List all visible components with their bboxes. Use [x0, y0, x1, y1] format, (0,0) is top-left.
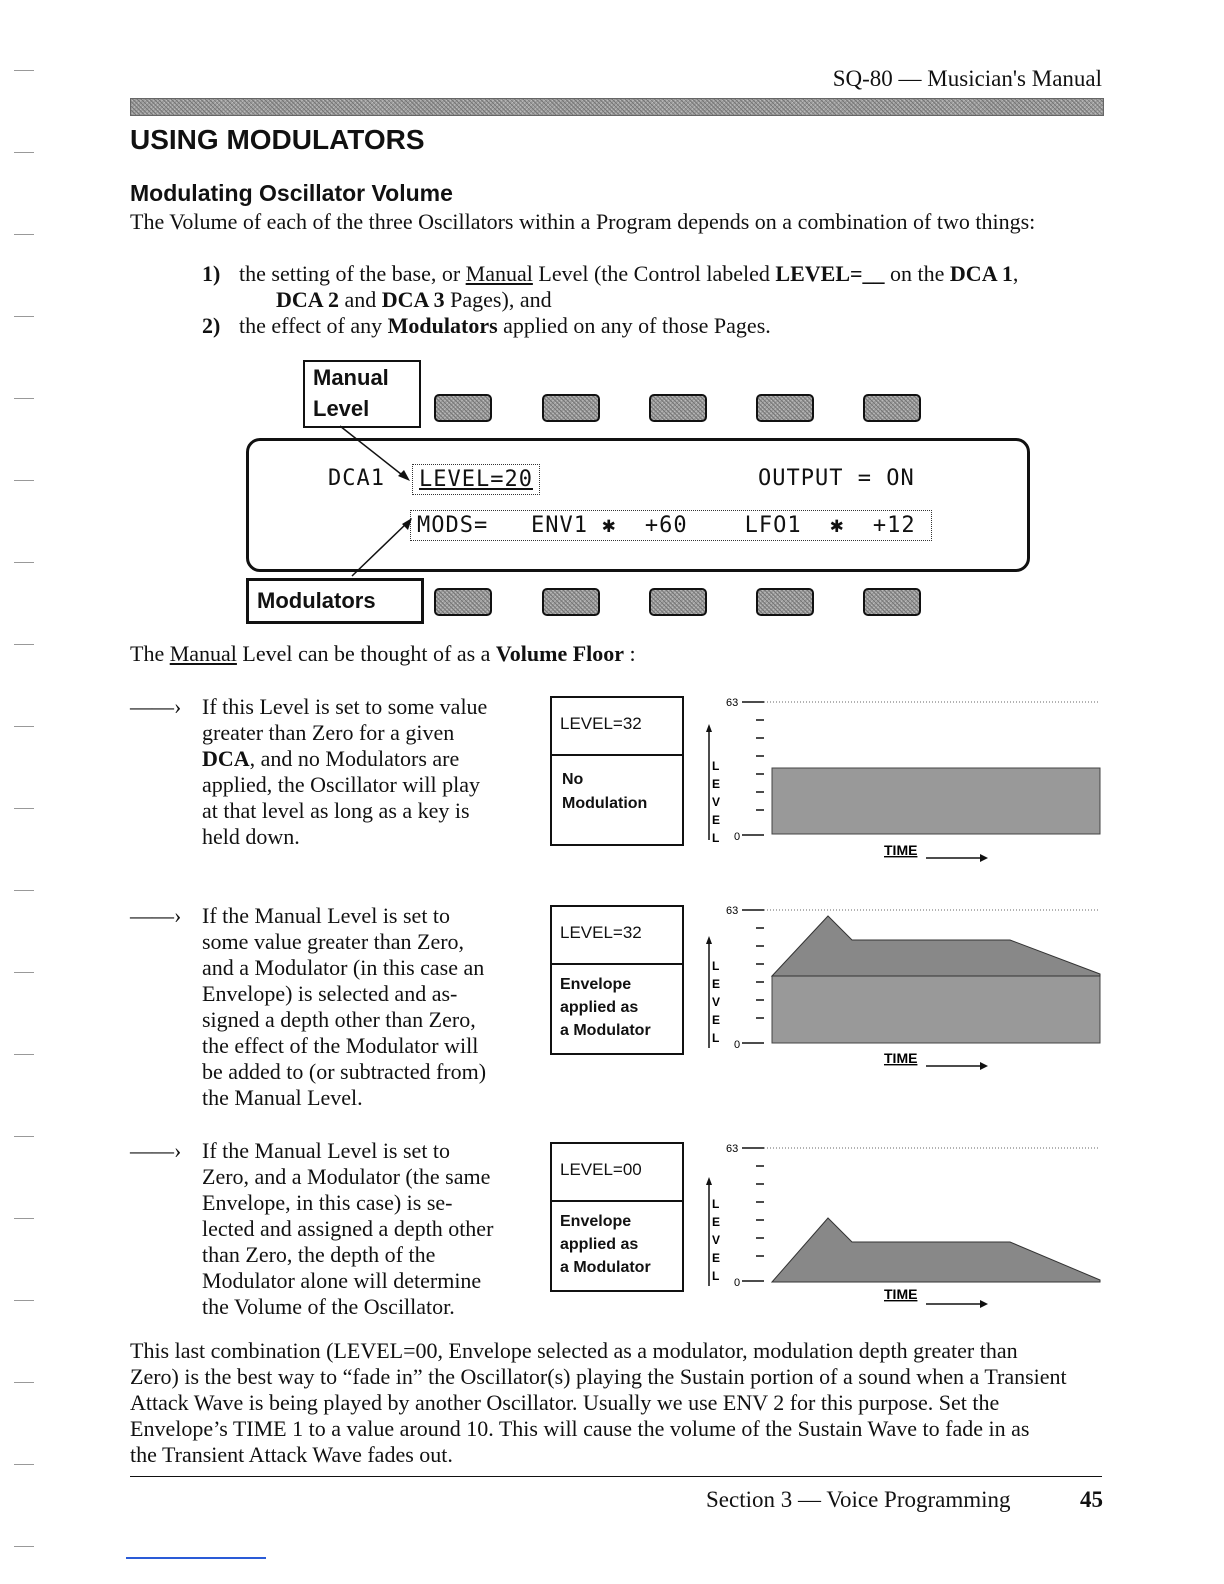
case-1-text: If this Level is set to some value greater than Zero for a given DCA, and no Modulators are applied, the Oscillator will play at that level as long as a key is held down.: [202, 694, 488, 849]
soft-button-bottom-1[interactable]: [434, 588, 492, 616]
intro-paragraph: The Volume of each of the three Oscillators within a Program depends on a combination of two things:: [130, 209, 1036, 234]
arrow-bullet: ——›: [130, 903, 182, 928]
case-3-level-box: LEVEL=00 Envelope applied as a Modulator: [550, 1142, 684, 1292]
lcd-mods-field: MODS= ENV1 ✱ +60 LFO1 ✱ +12: [410, 510, 932, 541]
section-title: USING MODULATORS: [130, 124, 425, 155]
case-1-envelope-graph: [700, 690, 1105, 870]
case-1-level-box: LEVEL=32 No Modulation: [550, 696, 684, 846]
svg-text:L E V E: L E V E L: [712, 1197, 721, 1283]
svg-text:TIME: TIME: [884, 1050, 918, 1066]
case-2-text: If the Manual Level is set to some value greater than Zero, and a Modulator (in this case an Envelope) is selected and as- signed a depth other than Zero, the effect of the Modulator will be added to (or subtracted from) the Manual Level.: [202, 903, 487, 1110]
arrow-bullet: ——›: [130, 694, 182, 719]
footer-rule: [130, 1476, 1102, 1477]
decorative-blue-line: [126, 1557, 266, 1559]
closing-paragraph: This last combination (LEVEL=00, Envelope selected as a modulator, modulation depth greater than Zero) is the best way to “fade in” the Oscillator(s) playing the Sustain portion of a sound when a Transient Attack Wave is being played by another Oscillator. Usually we use ENV 2 for this purpose. Set the Envelope’s TIME 1 to a value around 10. This will cause the volume of the Sustain Wave to fade in as the Transient Attack Wave fades out.: [130, 1338, 1067, 1467]
running-header: SQ-80 — Musician's Manual: [832, 66, 1102, 91]
svg-text:63: 63: [726, 1143, 739, 1155]
callout-arrows: [0, 0, 1224, 640]
svg-text:0: 0: [734, 1039, 741, 1051]
svg-text:0: 0: [734, 1277, 741, 1289]
subsection-title: Modulating Oscillator Volume: [130, 180, 453, 206]
lcd-level-field: LEVEL=20: [412, 464, 540, 495]
axis-zero-label: 0: [734, 831, 741, 843]
arrow-bullet: ——›: [130, 1138, 182, 1163]
soft-button-bottom-5[interactable]: [863, 588, 921, 616]
svg-text:L E V E: L E V E L: [712, 959, 721, 1045]
list-item-1-cont: DCA 2 and DCA 3 Pages), and: [276, 287, 552, 312]
soft-button-bottom-4[interactable]: [756, 588, 814, 616]
page-number: 45: [1080, 1487, 1103, 1512]
volume-floor-sentence: The Manual Level can be thought of as a Volume Floor :: [130, 641, 636, 666]
soft-button-bottom-2[interactable]: [542, 588, 600, 616]
modulators-label: Modulators: [246, 578, 424, 624]
footer-section: Section 3 — Voice Programming: [706, 1487, 1011, 1512]
svg-text:63: 63: [726, 905, 739, 917]
case-3-envelope-graph: [700, 1134, 1105, 1314]
svg-text:L E V E: L E V E L: [712, 759, 721, 845]
soft-button-bottom-3[interactable]: [649, 588, 707, 616]
time-label: TIME: [884, 842, 918, 858]
lcd-output-field: OUTPUT = ON: [758, 466, 915, 491]
axis-top-label: 63: [726, 697, 739, 709]
case-2-envelope-graph: [700, 898, 1105, 1078]
manual-level-label: Manual Level: [303, 360, 421, 428]
case-2-level-box: LEVEL=32 Envelope applied as a Modulator: [550, 905, 684, 1055]
list-item-1: 1) the setting of the base, or Manual Level (the Control labeled LEVEL=__ on the DCA 1,: [202, 261, 1019, 286]
lcd-dca-label: DCA1: [328, 466, 385, 491]
list-item-2: 2) the effect of any Modulators applied on any of those Pages.: [202, 313, 771, 338]
case-3-text: If the Manual Level is set to Zero, and a Modulator (the same Envelope, in this case) is se- lected and assigned a depth other than Zero, the depth of the Modulator alone will determine the Volume of the Oscillator.: [202, 1138, 494, 1319]
svg-text:TIME: TIME: [884, 1286, 918, 1302]
